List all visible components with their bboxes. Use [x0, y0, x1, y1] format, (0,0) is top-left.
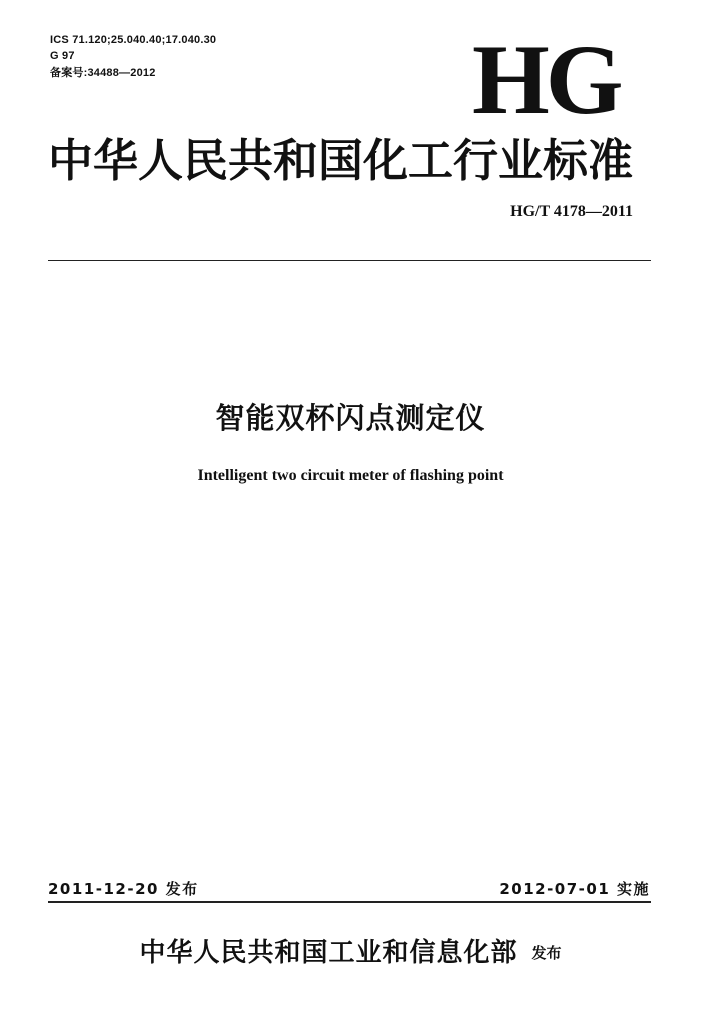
standard-number: HG/T 4178—2011	[510, 203, 633, 220]
issue-date: 2011-12-20 发布	[48, 880, 199, 898]
ics-code: ICS 71.120;25.040.40;17.040.30	[50, 34, 217, 46]
organization-title: 中华人民共和国化工行业标准	[48, 134, 634, 187]
hg-logo: HG	[472, 24, 620, 135]
record-number: 备案号:34488—2012	[50, 67, 156, 79]
document-title-chinese: 智能双杯闪点测定仪	[215, 401, 486, 435]
top-divider	[48, 260, 651, 261]
implementation-date: 2012-07-01 实施	[499, 880, 650, 898]
classification-code: G 97	[50, 50, 75, 62]
publisher-action: 发布	[531, 944, 562, 962]
bottom-divider	[48, 901, 651, 903]
publisher-name: 中华人民共和国工业和信息化部	[139, 938, 518, 968]
document-title-english: Intelligent two circuit meter of flashing point	[197, 467, 504, 484]
publisher-line	[0, 932, 701, 969]
